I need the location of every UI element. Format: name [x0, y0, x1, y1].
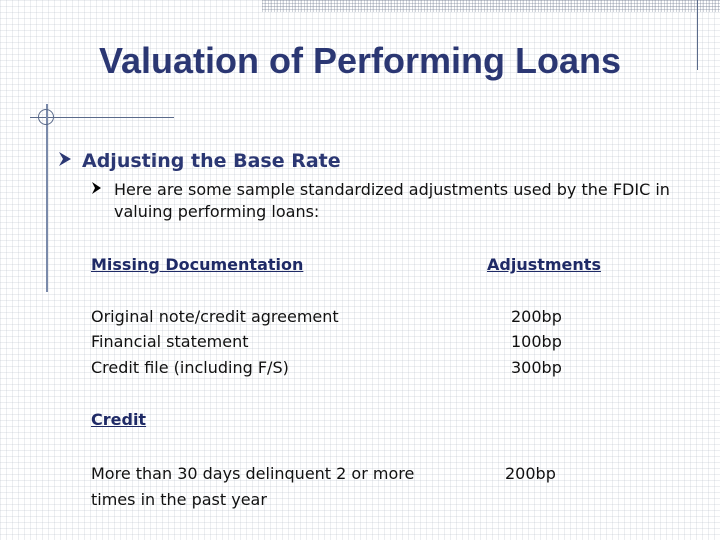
adjustments-header: Adjustments [487, 255, 601, 274]
bullet-level1 [58, 150, 341, 172]
credit-section-title: Credit [91, 410, 147, 429]
table-row-label: Original note/credit agreement [91, 307, 339, 326]
table-row-label: Credit file (including F/S) [91, 358, 289, 377]
vertical-rule [46, 104, 48, 292]
bullet-level1-text: Adjusting the Base Rate [82, 150, 341, 172]
missing-documentation-header: Missing Documentation [91, 255, 304, 274]
corner-grid-decoration [262, 0, 720, 12]
table-row-value: 200bp [505, 464, 556, 483]
bullet-level2-text: Here are some sample standardized adjustments used by the FDIC in valuing performing loans: [114, 180, 670, 221]
table-row-value: 300bp [511, 358, 562, 377]
table-row-value: 200bp [511, 307, 562, 326]
arrow-bullet-icon [92, 182, 102, 198]
table-row-label: More than 30 days delinquent 2 or more times in the past year [91, 464, 415, 509]
table-row-label: Financial statement [91, 332, 249, 351]
slide-title: Valuation of Performing Loans [98, 40, 622, 81]
arrow-bullet-icon [58, 150, 82, 172]
crosshair-circle-icon [38, 109, 54, 125]
table-row-value: 100bp [511, 332, 562, 351]
